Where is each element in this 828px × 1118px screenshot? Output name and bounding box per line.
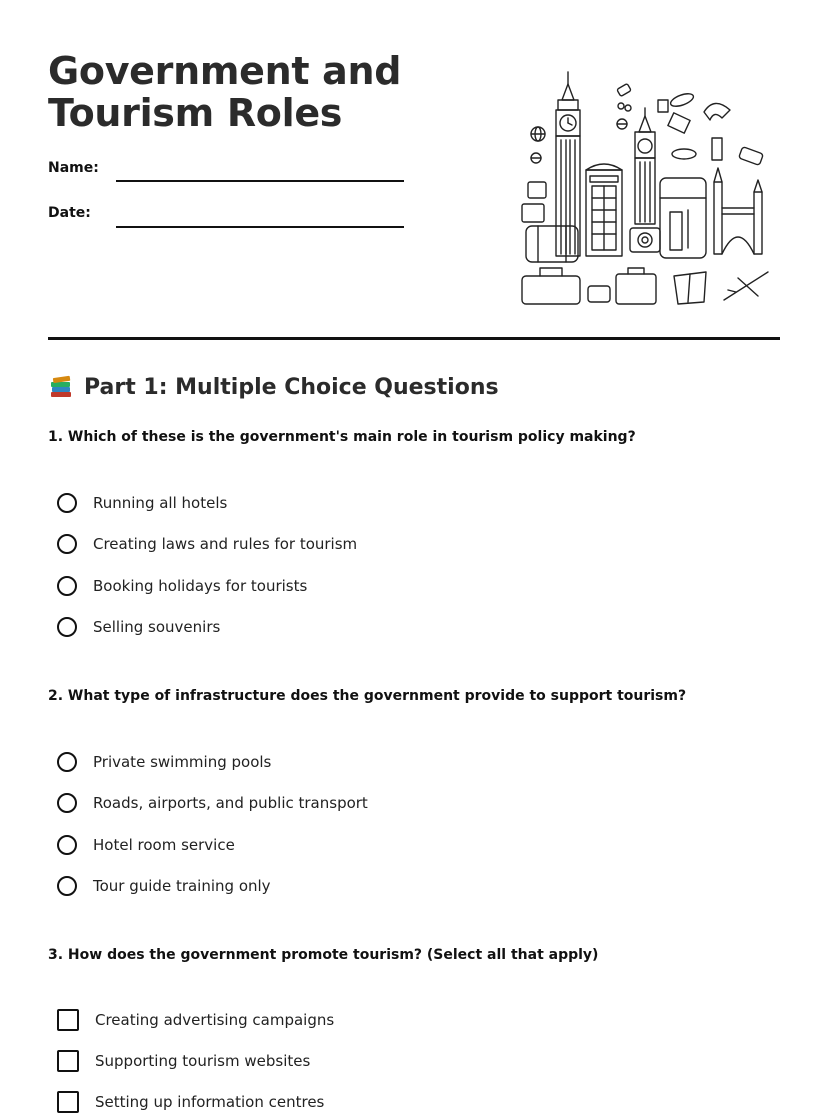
header-divider <box>48 337 780 340</box>
q3-option-1[interactable]: Creating advertising campaigns <box>57 1007 334 1033</box>
worksheet-title <box>48 50 401 134</box>
title-line-2: Tourism Roles <box>48 91 343 135</box>
london-landmarks-travel-illustration <box>518 70 772 310</box>
radio-button[interactable] <box>57 752 77 772</box>
q3-option-2[interactable]: Supporting tourism websites <box>57 1048 310 1074</box>
q1-option-1[interactable]: Running all hotels <box>57 490 227 516</box>
radio-button[interactable] <box>57 835 77 855</box>
checkbox[interactable] <box>57 1050 79 1072</box>
name-field-line[interactable] <box>116 180 404 182</box>
radio-button[interactable] <box>57 876 77 896</box>
radio-button[interactable] <box>57 617 77 637</box>
q3-option-3[interactable]: Setting up information centres <box>57 1089 324 1115</box>
question-1: 1. Which of these is the government's main role in tourism policy making? <box>48 429 636 445</box>
q2-option-4[interactable]: Tour guide training only <box>57 873 271 899</box>
checkbox[interactable] <box>57 1091 79 1113</box>
q2-option-3[interactable]: Hotel room service <box>57 832 235 858</box>
checkbox[interactable] <box>57 1009 79 1031</box>
radio-button[interactable] <box>57 793 77 813</box>
title-line-1: Government and <box>48 49 402 93</box>
books-icon <box>48 374 74 400</box>
question-3: 3. How does the government promote tourism? (Select all that apply) <box>48 947 599 963</box>
part-1-heading <box>48 374 499 400</box>
date-field-line[interactable] <box>116 226 404 228</box>
q1-option-2[interactable]: Creating laws and rules for tourism <box>57 531 357 557</box>
q1-option-3[interactable]: Booking holidays for tourists <box>57 573 307 599</box>
q1-option-4[interactable]: Selling souvenirs <box>57 614 220 640</box>
part-1-heading-text: Part 1: Multiple Choice Questions <box>84 374 499 400</box>
radio-button[interactable] <box>57 493 77 513</box>
date-label: Date: <box>48 205 91 221</box>
radio-button[interactable] <box>57 576 77 596</box>
name-label: Name: <box>48 160 99 176</box>
question-2: 2. What type of infrastructure does the government provide to support tourism? <box>48 688 687 704</box>
q2-option-2[interactable]: Roads, airports, and public transport <box>57 790 368 816</box>
radio-button[interactable] <box>57 534 77 554</box>
q2-option-1[interactable]: Private swimming pools <box>57 749 271 775</box>
